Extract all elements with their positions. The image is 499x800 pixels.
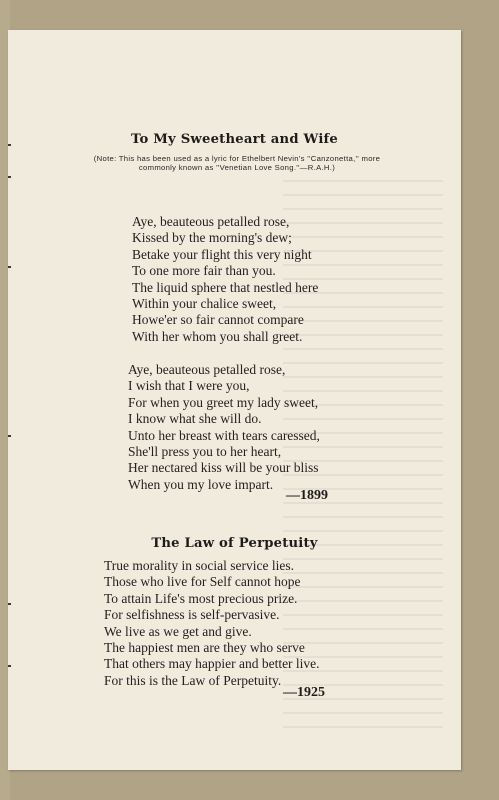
book-page: [8, 30, 461, 770]
binding-mark: [8, 176, 11, 178]
binding-mark: [8, 603, 11, 605]
poem-note: (Note: This has been used as a lyric for Ethelbert Nevin's ''Canzonetta,'' more commonly known as ''Venetian Love Song.''—R.A.H.): [93, 154, 381, 173]
binding-mark: [8, 266, 11, 268]
poem-text: True morality in social service lies. Those who live for Self cannot hope To attain Life's most precious prize. For selfishness is self-pervasive. We live as we get and give. The happiest men are they who serve That others may happier and better live. For this is the Law of Perpetuity.: [104, 558, 320, 688]
poem-title: The Law of Perpetuity: [151, 536, 318, 551]
poem-title: To My Sweetheart and Wife: [130, 132, 339, 147]
poem-stanza: Aye, beauteous petalled rose, I wish that I were you, For when you greet my lady sweet, I know what she will do. Unto her breast with tears caressed, She'll press you to her heart, Her nectared kiss will be your bliss When you my love impart.: [128, 362, 320, 492]
binding-mark: [8, 665, 11, 667]
poem-stanza: Aye, beauteous petalled rose, Kissed by the morning's dew; Betake your flight this very night To one more fair than you. The liquid sphere that nestled here Within your chalice sweet, Howe'er so fair cannot compare With her whom you shall greet.: [132, 214, 319, 344]
poem-year: —1899: [286, 488, 328, 503]
binding-mark: [8, 435, 11, 437]
poem-year: —1925: [283, 685, 325, 700]
